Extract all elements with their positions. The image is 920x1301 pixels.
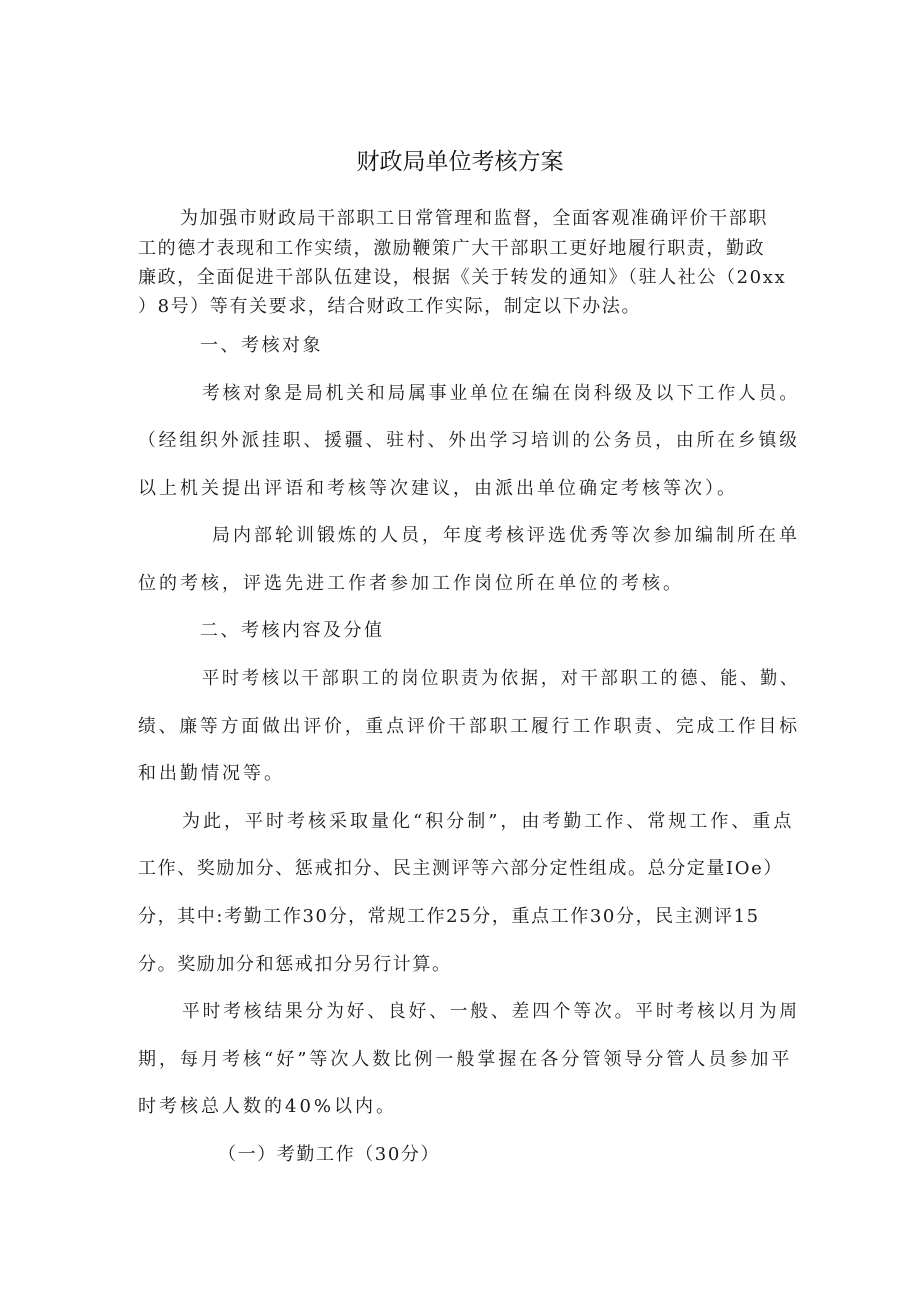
section1-para1-line-3: 以上机关提出评语和考核等次建议，由派出单位确定考核等次）。: [138, 478, 738, 499]
section2-para2-line-2: 工作、奖励加分、惩戒扣分、民主测评等六部分定性组成。总分定量IOe）: [138, 858, 783, 879]
document-title: 财政局单位考核方案: [356, 149, 564, 175]
section2-para1-line-2: 绩、廉等方面做出评价，重点评价干部职工履行工作职责、完成工作目标: [138, 716, 800, 737]
intro-line-3: 廉政，全面促进干部队伍建设，根据《关于转发的通知》（驻人社公（20xx: [138, 267, 787, 288]
section2-para2-line-4: 分。奖励加分和惩戒扣分另行计算。: [138, 954, 452, 975]
section2-para2-line-1: 为此，平时考核采取量化“积分制”，由考勤工作、常规工作、重点: [182, 811, 795, 832]
section2-para1-line-3: 和出勤情况等。: [138, 763, 285, 784]
section2-para3-line-1: 平时考核结果分为好、良好、一般、差四个等次。平时考核以月为周: [182, 1001, 801, 1022]
section2-para1-line-1: 平时考核以干部职工的岗位职责为依据，对干部职工的德、能、勤、: [202, 668, 800, 689]
section1-para2-line-1: 局内部轮训锻炼的人员，年度考核评选优秀等次参加编制所在单: [212, 525, 800, 546]
section2-para2-line-3: 分，其中:考勤工作30分，常规工作25分，重点工作30分，民主测评15: [138, 906, 760, 927]
section1-heading: 一、考核对象: [200, 335, 323, 356]
intro-line-2: 工的德才表现和工作实绩，激励鞭策广大干部职工更好地履行职责，勤政: [138, 238, 766, 259]
section1-para1-line-2: （经组织外派挂职、援疆、驻村、外出学习培训的公务员，由所在乡镇级: [138, 430, 800, 451]
section2-para3-line-2: 期，每月考核“好”等次人数比例一般掌握在各分管领导分管人员参加平: [138, 1049, 793, 1070]
section2-para3-line-3: 时考核总人数的40%以内。: [138, 1096, 398, 1117]
section1-para2-line-2: 位的考核，评选先进工作者参加工作岗位所在单位的考核。: [138, 573, 684, 594]
section2-heading: 二、考核内容及分值: [200, 620, 385, 641]
section1-para1-line-1: 考核对象是局机关和局属事业单位在编在岗科级及以下工作人员。: [202, 383, 800, 404]
intro-line-1: 为加强市财政局干部职工日常管理和监督，全面客观准确评价干部职: [180, 208, 768, 229]
intro-line-4: ）8号）等有关要求，结合财政工作实际，制定以下办法。: [138, 296, 642, 317]
section2-subheading: （一）考勤工作（30分）: [218, 1144, 441, 1165]
